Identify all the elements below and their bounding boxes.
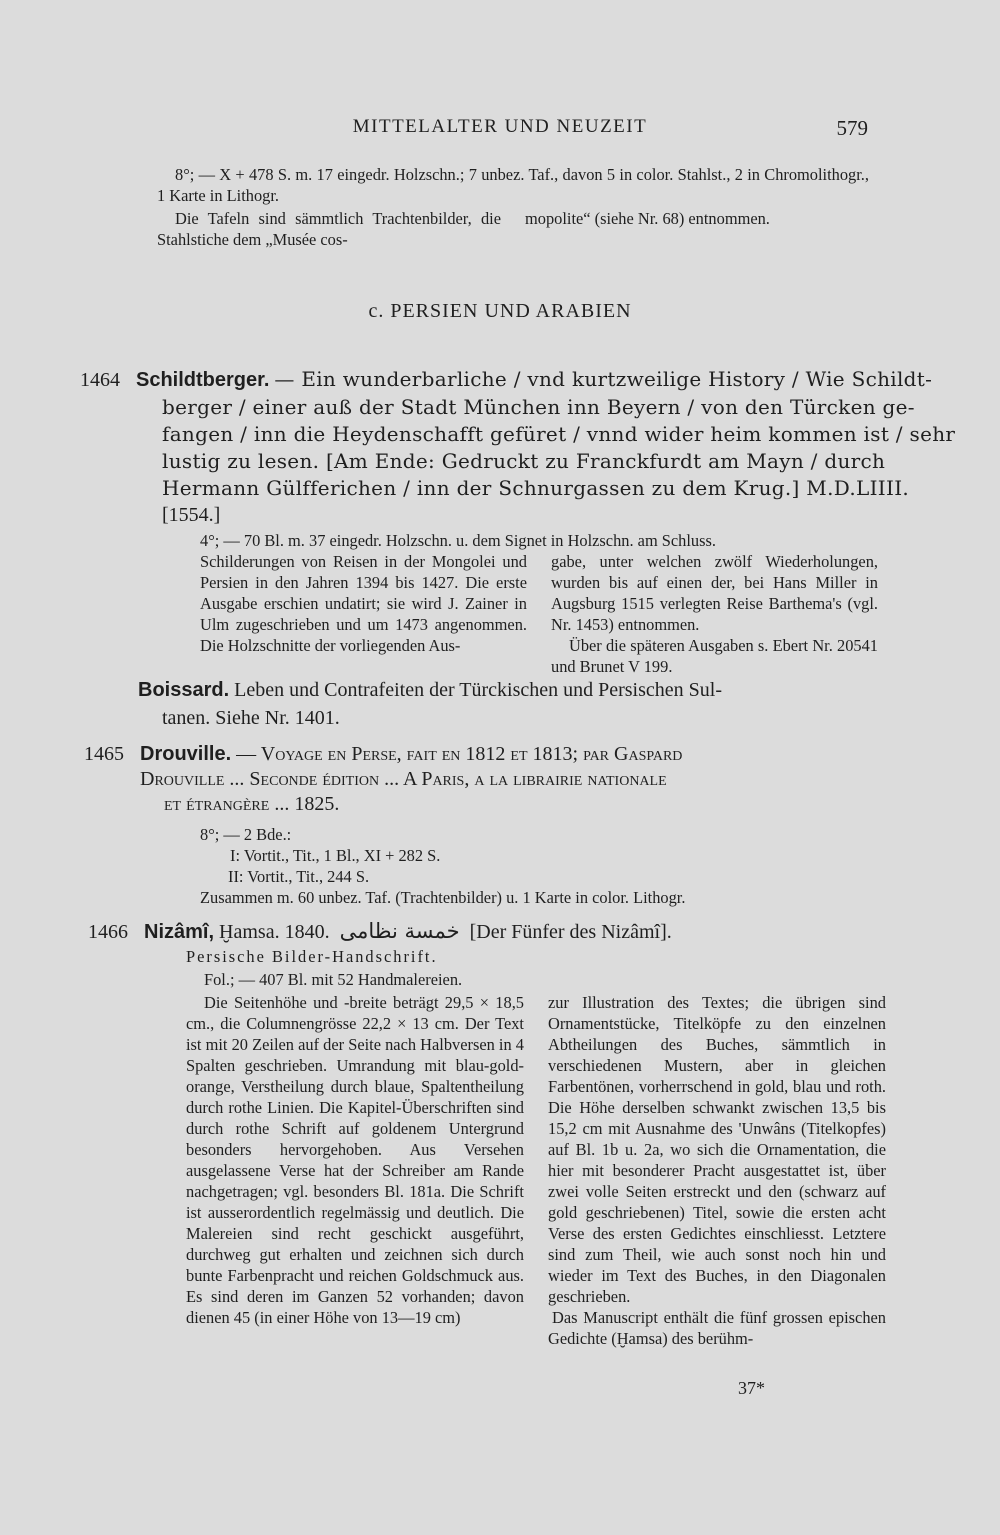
top-entry <box>157 164 869 250</box>
sheet-signature: 37* <box>738 1378 765 1398</box>
entry-description-col1: Die Seitenhöhe und -breite beträgt 29,5 × 18,5 cm., die Columnengrösse 22,2 × 13 cm. Der Text ist mit 20 Zeilen auf der Seite nach Halbversen in 4 Spalten geschrieben. Umrandung mit blau-gold-orange, Verstheilung durch blaue, Spaltentheilung durch rothe Linien. Die Kapitel-Überschriften sind durch rothe Schrift auf goldenem Untergrund besonders hervorgehoben. Aus Versehen ausgelassene Verse hat der Schreiber am Rande nachgetragen; vgl. besonders Bl. 181a. Die Schrift ist ausserordentlich regelmässig und deutlich. Die Malereien sind recht geschickt ausgeführt, durchweg gut erhalten und zeichnen sich durch bunte Farbenpracht und reichen Goldschmuck aus. Es sind deren im Ganzen 52 vorhanden; davon dienen 45 (in einer Höhe von 13—19 cm) <box>186 993 524 1327</box>
page-header <box>0 116 1000 140</box>
entry-description-col2-note: Das Manuscript enthält die fünf grossen epischen Gedichte (Ḫamsa) des berühm- <box>548 1308 886 1348</box>
entry-author: Boissard. <box>138 679 230 701</box>
entry-collation-line: I: Vortit., Tit., 1 Bl., XI + 282 S. <box>230 846 441 865</box>
entry-collation: Fol.; — 407 Bl. mit 52 Handmalereien. <box>204 970 463 989</box>
entry-title-line: fangen / inn die Heydenschafft gefüret / vnnd wider heim kommen ist / sehr <box>162 422 956 446</box>
entry-author: Schildtberger. <box>136 369 270 391</box>
entry-1466-body <box>186 946 886 1349</box>
entry-title-line: et étrangère ... 1825. <box>164 793 340 815</box>
entry-collation-line: Zusammen m. 60 unbez. Taf. (Trachtenbilder) u. 1 Karte in color. Lithogr. <box>200 888 686 907</box>
entry-collation-line: 8°; — 2 Bde.: <box>200 825 292 844</box>
top-entry-note-col2: mopolite“ (siehe Nr. 68) entnommen. <box>525 209 770 228</box>
entry-description-col2: zur Illustration des Textes; die übrigen sind Ornamentstücke, Titelköpfe zu den einzelnen Abtheilungen des Buches, sämmtlich in verschiedenen Mustern, aber in gleichen Farbentönen, vorherrschend in gold, blau und roth. Die Höhe derselben schwankt zwischen 13,5 bis 15,2 cm mit Ausnahme des 'Unwâns (Titelkopfes) auf Bl. 1b u. 2a, wo sich die Ornamentation, die hier mit besonderer Pracht ausgestattet ist, über zwei volle Seiten erstreckt und den (schwarz auf gold geschriebenen) Titel, sowie die ersten acht Verse des ersten Gedichtes einschliesst. Letztere sind zum Theil, wie auch sonst noch hin und wieder im Text des Buches, in den Diagonalen geschrieben. <box>548 993 886 1306</box>
entry-title-line: — Voyage en Perse, fait en 1812 et 1813; par Gaspard <box>236 743 683 765</box>
entry-collation-line: II: Vortit., Tit., 244 S. <box>228 867 370 886</box>
entry-number: 1465 <box>84 743 124 765</box>
crossref-text-line: tanen. Siehe Nr. 1401. <box>162 707 340 729</box>
entry-1465-heading <box>84 742 884 817</box>
entry-number: 1464 <box>80 369 120 391</box>
entry-title-arabic: خمسة نظامى <box>339 919 460 943</box>
entry-author: Drouville. <box>140 743 232 765</box>
entry-description-col1: Schilderungen von Reisen in der Mongolei und Persien in den Jahren 1394 bis 1427. Die erste Ausgabe erschien undatirt; sie wird J. Zainer in Ulm zugeschrieben und um 1473 angenommen. Die Holzschnitte der vorliegenden Aus- <box>200 552 527 655</box>
entry-1464-body <box>200 530 878 677</box>
entry-1464-heading <box>80 366 956 529</box>
entry-title-line: — Ein wunderbarliche / vnd kurtzweilige History / Wie Schildt- <box>274 367 933 391</box>
entry-author: Nizâmî, <box>144 921 215 943</box>
boissard-crossref <box>138 676 878 732</box>
entry-number: 1466 <box>88 921 128 943</box>
entry-collation: 4°; — 70 Bl. m. 37 eingedr. Holzschn. u. dem Signet in Holzschn. am Schluss. <box>200 531 716 550</box>
entry-1466-heading <box>88 918 888 946</box>
crossref-text-line: Leben und Contrafeiten der Türckischen und Persischen Sul- <box>234 679 722 701</box>
entry-description-col2: gabe, unter welchen zwölf Wiederholungen, wurden bis auf einen der, bei Hans Miller in Augsburg 1515 verlegten Reise Barthema's (vgl. Nr. 1453) entnommen. <box>551 552 878 634</box>
entry-title-line: Drouville ... Seconde édition ... A Paris, a la librairie nationale <box>140 768 667 790</box>
top-entry-collation: 8°; — X + 478 S. m. 17 eingedr. Holzschn.; 7 unbez. Taf., davon 5 in color. Stahlst., 2 in Chromolithogr., 1 Karte in Lithogr. <box>157 165 869 205</box>
entry-title-line: berger / einer auß der Stadt München inn Beyern / von den Türcken ge- <box>162 395 915 419</box>
page-number: 579 <box>836 116 868 140</box>
section-title: c. PERSIEN UND ARABIEN <box>368 300 632 322</box>
entry-title-line: Hermann Gülfferichen / inn der Schnurgassen zu dem Krug.] M.D.LIIII. <box>162 476 910 500</box>
entry-title-line: lustig zu lesen. [Am Ende: Gedruckt zu Franckfurdt am Mayn / durch <box>162 449 886 473</box>
entry-title: Ḫamsa. 1840. <box>219 921 330 943</box>
entry-title-line: [1554.] <box>162 504 221 526</box>
entry-subtitle: Persische Bilder-Handschrift. <box>186 947 438 966</box>
entry-1465-collation <box>200 824 880 908</box>
top-entry-note-col1: Die Tafeln sind sämmtlich Trachtenbilder, die Stahlstiche dem „Musée cos- <box>157 209 501 249</box>
entry-title-translation: [Der Fünfer des Nizâmî]. <box>469 921 672 943</box>
running-title: MITTELALTER UND NEUZEIT <box>352 116 648 137</box>
entry-description-col2-note: Über die späteren Ausgaben s. Ebert Nr. 20541 und Brunet V 199. <box>551 636 878 676</box>
